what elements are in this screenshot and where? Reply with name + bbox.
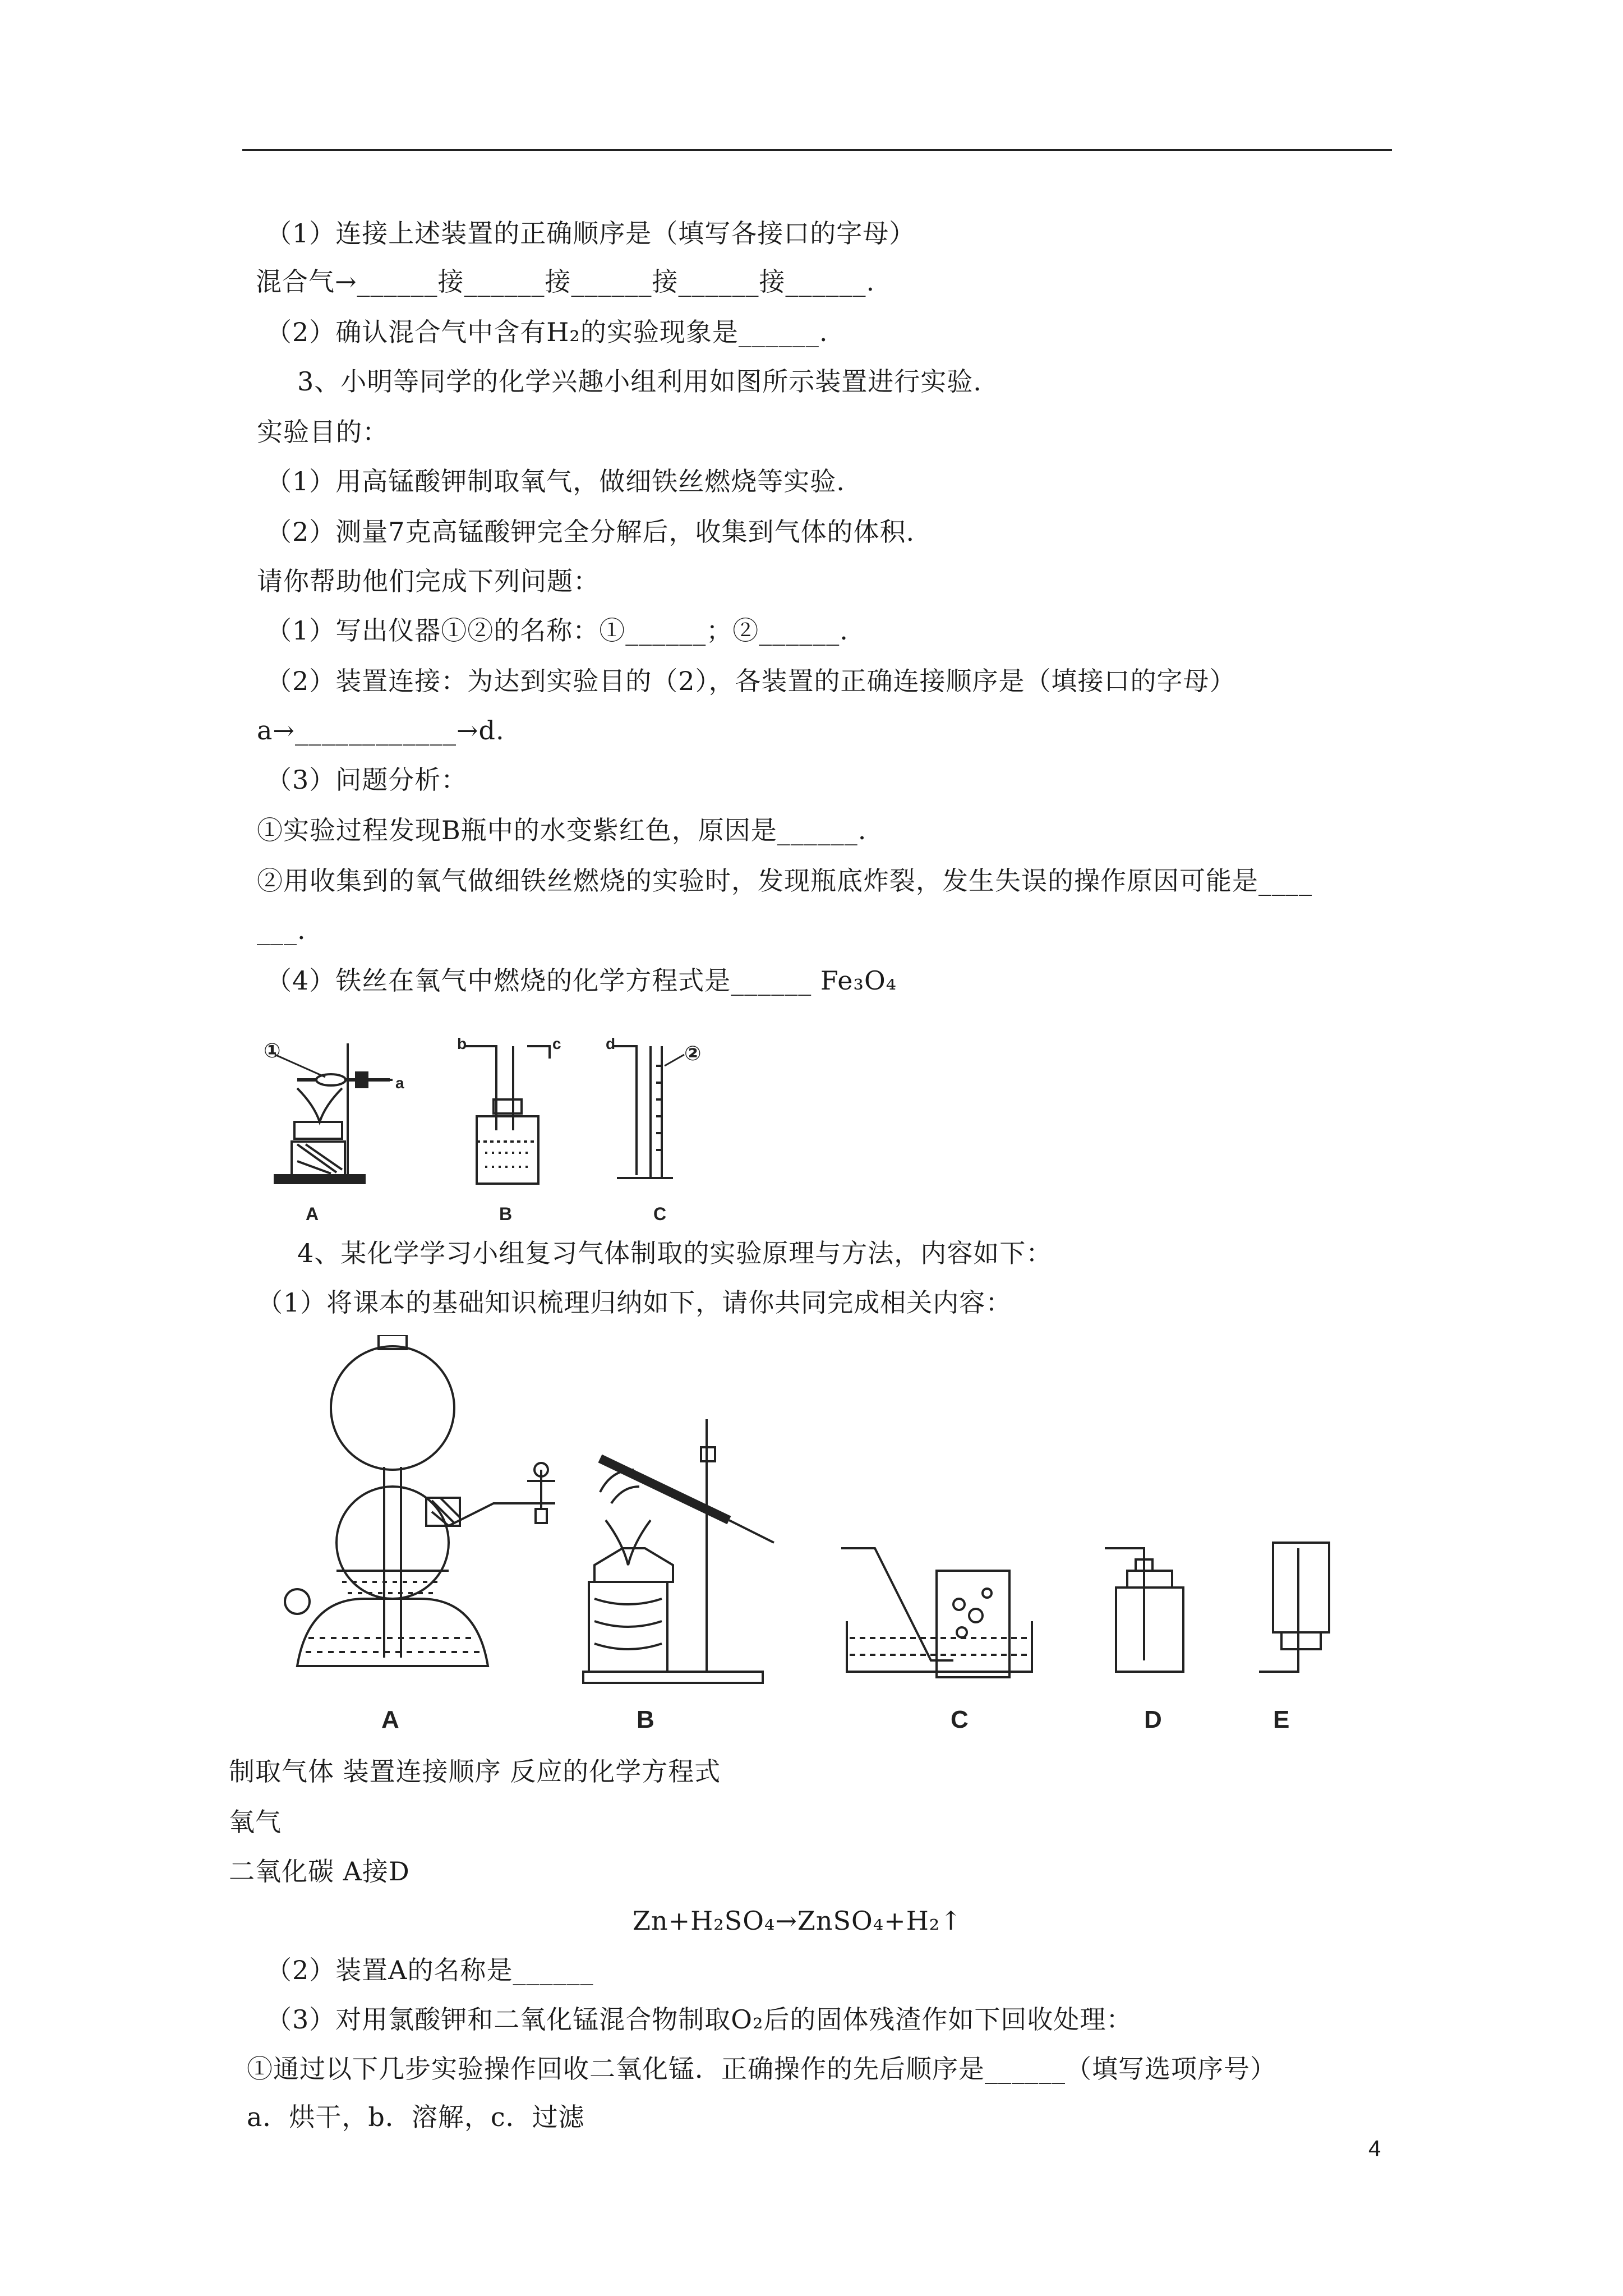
text-line: 制取气体 装置连接顺序 反应的化学方程式	[229, 1756, 721, 1787]
text-line: ___.	[257, 915, 306, 945]
text-line: Zn+H₂SO₄→ZnSO₄+H₂↑	[633, 1906, 962, 1936]
water-trough	[841, 1548, 1032, 1677]
text-line: （1）连接上述装置的正确顺序是（填写各接口的字母）	[266, 218, 916, 249]
text-line: a→____________→d.	[257, 715, 505, 746]
kipp-apparatus	[285, 1335, 555, 1666]
apparatus-b	[465, 1046, 550, 1184]
text-line: （3）问题分析：	[266, 765, 468, 795]
text-line: ①通过以下几步实验操作回收二氧化锰．正确操作的先后顺序是______（填写选项序号）	[247, 2054, 1276, 2084]
label-B: B	[499, 1204, 513, 1224]
text-line: （2）装置连接：为达到实验目的（2），各装置的正确连接顺序是（填接口的字母）	[266, 666, 1236, 696]
label-fig2-E: E	[1273, 1706, 1290, 1733]
text-line: （1）用高锰酸钾制取氧气，做细铁丝燃烧等实验.	[266, 466, 845, 496]
text-line: 请你帮助他们完成下列问题：	[257, 566, 600, 596]
text-line: 氧气	[229, 1807, 282, 1837]
text-line: 二氧化碳 A接D	[229, 1856, 410, 1887]
figure-apparatus-abc	[264, 1032, 993, 1234]
text-line: 混合气→______接______接______接______接______.	[256, 266, 875, 297]
text-line: 3、小明等同学的化学兴趣小组利用如图所示装置进行实验.	[297, 366, 982, 397]
header-rule	[242, 149, 1392, 151]
label-b: b	[457, 1035, 467, 1052]
text-line: ②用收集到的氧气做细铁丝燃烧的实验时，发现瓶底炸裂，发生失误的操作原因可能是____	[257, 866, 1312, 896]
text-line: （2）装置A的名称是______	[266, 1955, 594, 1985]
text-line: a．烘干，b．溶解，c．过滤	[247, 2102, 585, 2132]
label-fig2-A: A	[381, 1706, 399, 1733]
label-a: a	[395, 1074, 404, 1092]
text-line: ①实验过程发现B瓶中的水变紫红色，原因是______.	[257, 815, 867, 845]
text-line: （1）将课本的基础知识梳理归纳如下，请你共同完成相关内容：	[257, 1287, 1012, 1318]
apparatus-c	[614, 1046, 684, 1178]
label-mark2: ②	[684, 1042, 702, 1065]
text-line: （2）测量7克高锰酸钾完全分解后，收集到气体的体积.	[266, 517, 915, 547]
label-mark1: ①	[264, 1039, 281, 1062]
text-line: 4、某化学学习小组复习气体制取的实验原理与方法，内容如下：	[297, 1238, 1053, 1268]
text-line: （1）写出仪器①②的名称：①______；②______.	[266, 615, 849, 646]
apparatus-a	[275, 1043, 393, 1183]
label-d: d	[606, 1035, 616, 1052]
figure-apparatus-abcde	[264, 1335, 1363, 1739]
label-fig2-B: B	[637, 1706, 654, 1733]
label-fig2-D: D	[1144, 1706, 1162, 1733]
gas-bottle	[1105, 1548, 1183, 1672]
text-line: （4）铁丝在氧气中燃烧的化学方程式是______ Fe₃O₄	[266, 965, 897, 996]
label-c: c	[552, 1035, 561, 1052]
label-C: C	[653, 1204, 667, 1224]
text-line: （3）对用氯酸钾和二氧化锰混合物制取O₂后的固体残渣作如下回收处理：	[266, 2004, 1133, 2035]
text-line: 实验目的：	[257, 417, 389, 447]
inverted-bottle	[1259, 1543, 1329, 1672]
heating-apparatus	[583, 1419, 774, 1683]
text-line: （2）确认混合气中含有H₂的实验现象是______.	[266, 317, 828, 347]
label-A: A	[306, 1204, 319, 1224]
page-number: 4	[1368, 2136, 1381, 2161]
label-fig2-C: C	[951, 1706, 969, 1733]
